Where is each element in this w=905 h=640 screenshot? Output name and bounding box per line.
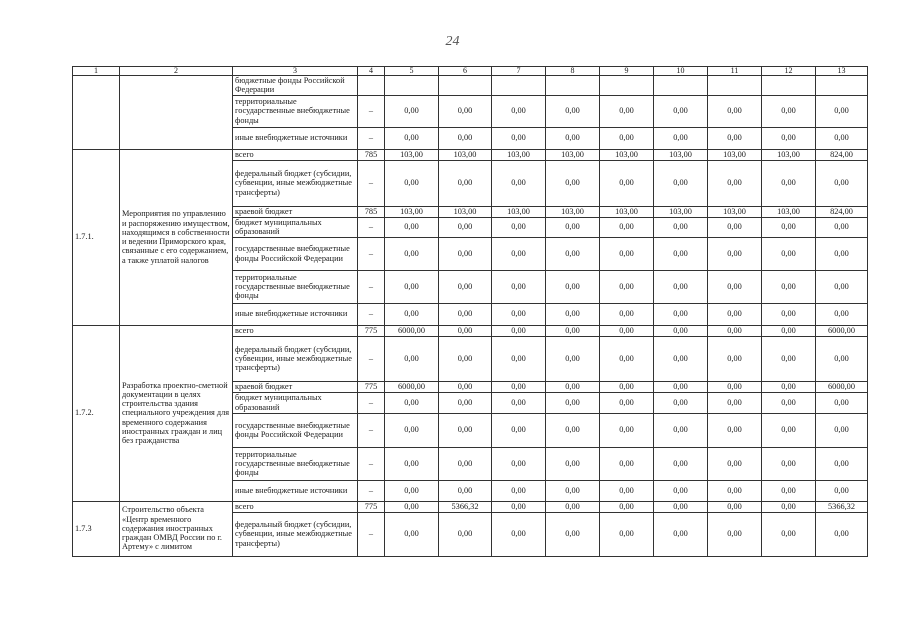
year-value: 0,00 — [762, 512, 816, 556]
responsible-code: 775 — [358, 501, 385, 512]
year-value: 0,00 — [654, 447, 708, 480]
year-value: 103,00 — [762, 149, 816, 160]
year-value: 0,00 — [708, 413, 762, 447]
year-value: 0,00 — [600, 501, 654, 512]
year-value — [385, 76, 439, 96]
year-value: 0,00 — [546, 512, 600, 556]
year-value: 0,00 — [708, 127, 762, 149]
responsible-code: – — [358, 270, 385, 303]
funding-source: государственные внебюджетные фонды Российской Федерации — [233, 413, 358, 447]
column-number-5: 5 — [385, 67, 439, 76]
funding-source: краевой бюджет — [233, 206, 358, 217]
year-value: 0,00 — [439, 217, 492, 237]
year-value: 0,00 — [708, 95, 762, 127]
year-value: 0,00 — [546, 392, 600, 413]
total-value: 0,00 — [816, 303, 868, 325]
year-value: 0,00 — [708, 160, 762, 206]
funding-source: бюджет муниципальных образований — [233, 392, 358, 413]
year-value: 0,00 — [492, 127, 546, 149]
year-value: 0,00 — [492, 381, 546, 392]
year-value: 0,00 — [708, 381, 762, 392]
year-value: 0,00 — [600, 160, 654, 206]
year-value: 0,00 — [600, 480, 654, 501]
year-value — [762, 76, 816, 96]
year-value: 0,00 — [654, 325, 708, 336]
year-value: 0,00 — [600, 237, 654, 270]
total-value — [816, 76, 868, 96]
total-value: 0,00 — [816, 512, 868, 556]
funding-source: иные внебюджетные источники — [233, 303, 358, 325]
year-value: 0,00 — [762, 160, 816, 206]
total-value: 0,00 — [816, 270, 868, 303]
year-value: 103,00 — [654, 206, 708, 217]
year-value: 0,00 — [762, 127, 816, 149]
column-number-row — [73, 67, 868, 76]
year-value: 103,00 — [708, 206, 762, 217]
responsible-code: – — [358, 413, 385, 447]
year-value: 0,00 — [492, 270, 546, 303]
year-value: 0,00 — [600, 512, 654, 556]
year-value: 0,00 — [439, 237, 492, 270]
total-value: 0,00 — [816, 413, 868, 447]
total-value: 0,00 — [816, 392, 868, 413]
year-value: 0,00 — [492, 392, 546, 413]
year-value: 103,00 — [600, 149, 654, 160]
year-value: 0,00 — [546, 413, 600, 447]
year-value — [492, 76, 546, 96]
total-value: 0,00 — [816, 95, 868, 127]
funding-source: территориальные государственные внебюджетные фонды — [233, 95, 358, 127]
year-value: 103,00 — [654, 149, 708, 160]
year-value: 0,00 — [762, 480, 816, 501]
table-row — [73, 76, 868, 96]
year-value: 0,00 — [385, 160, 439, 206]
year-value: 0,00 — [708, 303, 762, 325]
year-value: 0,00 — [600, 127, 654, 149]
year-value: 0,00 — [654, 270, 708, 303]
column-number-12: 12 — [762, 67, 816, 76]
table-row — [73, 325, 868, 336]
year-value: 0,00 — [762, 270, 816, 303]
year-value: 0,00 — [439, 512, 492, 556]
event-code: 1.7.2. — [73, 325, 120, 501]
year-value: 0,00 — [439, 303, 492, 325]
funding-source: территориальные государственные внебюджетные фонды — [233, 447, 358, 480]
funding-source: иные внебюджетные источники — [233, 127, 358, 149]
column-number-13: 13 — [816, 67, 868, 76]
year-value: 103,00 — [492, 206, 546, 217]
year-value — [600, 76, 654, 96]
year-value: 0,00 — [546, 217, 600, 237]
year-value: 0,00 — [762, 392, 816, 413]
year-value: 0,00 — [439, 381, 492, 392]
year-value: 0,00 — [762, 336, 816, 381]
year-value: 0,00 — [654, 480, 708, 501]
funding-source: иные внебюджетные источники — [233, 480, 358, 501]
total-value: 0,00 — [816, 127, 868, 149]
year-value: 0,00 — [385, 127, 439, 149]
year-value: 0,00 — [492, 447, 546, 480]
responsible-code: 785 — [358, 206, 385, 217]
year-value: 0,00 — [492, 325, 546, 336]
event-code: 1.7.1. — [73, 149, 120, 325]
funding-source: государственные внебюджетные фонды Российской Федерации — [233, 237, 358, 270]
responsible-code: – — [358, 392, 385, 413]
column-number-9: 9 — [600, 67, 654, 76]
year-value: 0,00 — [492, 501, 546, 512]
year-value: 0,00 — [385, 270, 439, 303]
year-value: 0,00 — [546, 95, 600, 127]
year-value: 0,00 — [654, 127, 708, 149]
year-value: 0,00 — [439, 325, 492, 336]
year-value — [439, 76, 492, 96]
year-value: 0,00 — [492, 336, 546, 381]
responsible-code: 775 — [358, 381, 385, 392]
year-value: 0,00 — [762, 325, 816, 336]
year-value: 0,00 — [600, 270, 654, 303]
table-row — [73, 501, 868, 512]
year-value: 0,00 — [546, 325, 600, 336]
year-value: 0,00 — [385, 512, 439, 556]
responsible-code: – — [358, 160, 385, 206]
column-number-7: 7 — [492, 67, 546, 76]
year-value: 0,00 — [492, 160, 546, 206]
year-value: 0,00 — [762, 237, 816, 270]
year-value: 0,00 — [546, 160, 600, 206]
event-title: Разработка проектно-сметной документации в целях строительства здания специального учреждения для временного содержания иностранных граждан и лиц без гражданства — [120, 325, 233, 501]
year-value: 0,00 — [546, 270, 600, 303]
year-value: 0,00 — [600, 303, 654, 325]
page-number: 24 — [445, 34, 460, 49]
year-value: 0,00 — [708, 336, 762, 381]
responsible-code: 775 — [358, 325, 385, 336]
year-value: 103,00 — [546, 149, 600, 160]
event-title — [120, 76, 233, 150]
year-value: 0,00 — [439, 413, 492, 447]
year-value: 0,00 — [439, 336, 492, 381]
funding-source: федеральный бюджет (субсидии, субвенции, иные межбюджетные трансферты) — [233, 336, 358, 381]
responsible-code: – — [358, 217, 385, 237]
funding-source: всего — [233, 325, 358, 336]
year-value: 0,00 — [600, 392, 654, 413]
responsible-code: – — [358, 512, 385, 556]
column-number-3: 3 — [233, 67, 358, 76]
total-value: 0,00 — [816, 480, 868, 501]
year-value: 5366,32 — [439, 501, 492, 512]
year-value: 0,00 — [762, 217, 816, 237]
year-value: 103,00 — [439, 206, 492, 217]
year-value: 0,00 — [385, 501, 439, 512]
year-value: 103,00 — [439, 149, 492, 160]
event-title: Мероприятия по управлению и распоряжению имуществом, находящимся в собственности и ведении Приморского края, связанные с его содержанием, а также уплатой налогов — [120, 149, 233, 325]
funding-source: бюджетные фонды Российской Федерации — [233, 76, 358, 96]
year-value: 0,00 — [600, 381, 654, 392]
year-value: 0,00 — [600, 336, 654, 381]
year-value: 103,00 — [600, 206, 654, 217]
column-number-2: 2 — [120, 67, 233, 76]
funding-source: бюджет муниципальных образований — [233, 217, 358, 237]
year-value: 0,00 — [708, 447, 762, 480]
total-value: 5366,32 — [816, 501, 868, 512]
year-value: 0,00 — [439, 447, 492, 480]
total-value: 0,00 — [816, 336, 868, 381]
year-value: 0,00 — [708, 325, 762, 336]
column-number-8: 8 — [546, 67, 600, 76]
total-value: 824,00 — [816, 206, 868, 217]
year-value: 0,00 — [439, 270, 492, 303]
table-row — [73, 149, 868, 160]
column-number-1: 1 — [73, 67, 120, 76]
event-code — [73, 76, 120, 150]
year-value: 0,00 — [654, 160, 708, 206]
year-value: 0,00 — [439, 127, 492, 149]
year-value: 0,00 — [546, 480, 600, 501]
year-value: 0,00 — [492, 480, 546, 501]
column-number-11: 11 — [708, 67, 762, 76]
year-value: 6000,00 — [385, 325, 439, 336]
year-value: 6000,00 — [385, 381, 439, 392]
year-value: 0,00 — [546, 237, 600, 270]
column-number-10: 10 — [654, 67, 708, 76]
year-value: 0,00 — [654, 217, 708, 237]
year-value: 0,00 — [654, 392, 708, 413]
year-value: 0,00 — [708, 237, 762, 270]
total-value: 824,00 — [816, 149, 868, 160]
year-value: 0,00 — [546, 336, 600, 381]
year-value: 0,00 — [385, 237, 439, 270]
year-value: 103,00 — [762, 206, 816, 217]
event-title: Строительство объекта «Центр временного содержания иностранных граждан ОМВД России по г. Артему» с лимитом — [120, 501, 233, 556]
year-value: 0,00 — [654, 381, 708, 392]
responsible-code: – — [358, 127, 385, 149]
year-value: 0,00 — [385, 95, 439, 127]
year-value: 0,00 — [492, 237, 546, 270]
year-value: 0,00 — [492, 217, 546, 237]
year-value: 0,00 — [439, 160, 492, 206]
year-value: 0,00 — [546, 303, 600, 325]
responsible-code — [358, 76, 385, 96]
year-value: 0,00 — [708, 392, 762, 413]
responsible-code: – — [358, 95, 385, 127]
year-value — [654, 76, 708, 96]
year-value: 0,00 — [385, 480, 439, 501]
year-value: 0,00 — [600, 447, 654, 480]
year-value: 0,00 — [654, 95, 708, 127]
funding-source: федеральный бюджет (субсидии, субвенции, иные межбюджетные трансферты) — [233, 160, 358, 206]
responsible-code: – — [358, 303, 385, 325]
responsible-code: – — [358, 480, 385, 501]
year-value: 103,00 — [492, 149, 546, 160]
funding-source: всего — [233, 149, 358, 160]
funding-source: всего — [233, 501, 358, 512]
year-value — [546, 76, 600, 96]
year-value: 0,00 — [654, 303, 708, 325]
column-number-6: 6 — [439, 67, 492, 76]
year-value: 0,00 — [762, 381, 816, 392]
year-value: 0,00 — [492, 512, 546, 556]
year-value: 0,00 — [600, 217, 654, 237]
year-value: 0,00 — [654, 336, 708, 381]
year-value: 0,00 — [654, 413, 708, 447]
year-value: 0,00 — [492, 95, 546, 127]
year-value: 0,00 — [492, 303, 546, 325]
year-value: 0,00 — [385, 392, 439, 413]
year-value: 0,00 — [546, 381, 600, 392]
responsible-code: – — [358, 447, 385, 480]
year-value: 0,00 — [708, 501, 762, 512]
year-value: 0,00 — [708, 512, 762, 556]
budget-table — [72, 66, 868, 557]
year-value: 0,00 — [762, 413, 816, 447]
year-value: 0,00 — [762, 447, 816, 480]
responsible-code: – — [358, 336, 385, 381]
year-value: 0,00 — [385, 303, 439, 325]
total-value: 6000,00 — [816, 325, 868, 336]
year-value: 0,00 — [385, 447, 439, 480]
year-value: 0,00 — [762, 95, 816, 127]
year-value: 0,00 — [546, 447, 600, 480]
funding-source: территориальные государственные внебюджетные фонды — [233, 270, 358, 303]
year-value: 0,00 — [600, 95, 654, 127]
year-value: 0,00 — [654, 501, 708, 512]
year-value: 0,00 — [708, 480, 762, 501]
responsible-code: 785 — [358, 149, 385, 160]
year-value: 0,00 — [654, 237, 708, 270]
year-value: 103,00 — [708, 149, 762, 160]
year-value — [708, 76, 762, 96]
year-value: 103,00 — [385, 206, 439, 217]
year-value: 0,00 — [600, 325, 654, 336]
year-value: 103,00 — [546, 206, 600, 217]
total-value: 0,00 — [816, 217, 868, 237]
year-value: 0,00 — [385, 413, 439, 447]
year-value: 0,00 — [708, 270, 762, 303]
event-code: 1.7.3 — [73, 501, 120, 556]
column-number-4: 4 — [358, 67, 385, 76]
year-value: 0,00 — [385, 217, 439, 237]
year-value: 0,00 — [654, 512, 708, 556]
year-value: 0,00 — [600, 413, 654, 447]
year-value: 0,00 — [762, 303, 816, 325]
year-value: 0,00 — [546, 501, 600, 512]
year-value: 0,00 — [708, 217, 762, 237]
year-value: 0,00 — [385, 336, 439, 381]
responsible-code: – — [358, 237, 385, 270]
year-value: 0,00 — [546, 127, 600, 149]
year-value: 0,00 — [492, 413, 546, 447]
funding-source: федеральный бюджет (субсидии, субвенции, иные межбюджетные трансферты) — [233, 512, 358, 556]
year-value: 103,00 — [385, 149, 439, 160]
year-value: 0,00 — [439, 95, 492, 127]
total-value: 0,00 — [816, 237, 868, 270]
funding-source: краевой бюджет — [233, 381, 358, 392]
year-value: 0,00 — [762, 501, 816, 512]
total-value: 0,00 — [816, 160, 868, 206]
total-value: 6000,00 — [816, 381, 868, 392]
total-value: 0,00 — [816, 447, 868, 480]
year-value: 0,00 — [439, 480, 492, 501]
year-value: 0,00 — [439, 392, 492, 413]
